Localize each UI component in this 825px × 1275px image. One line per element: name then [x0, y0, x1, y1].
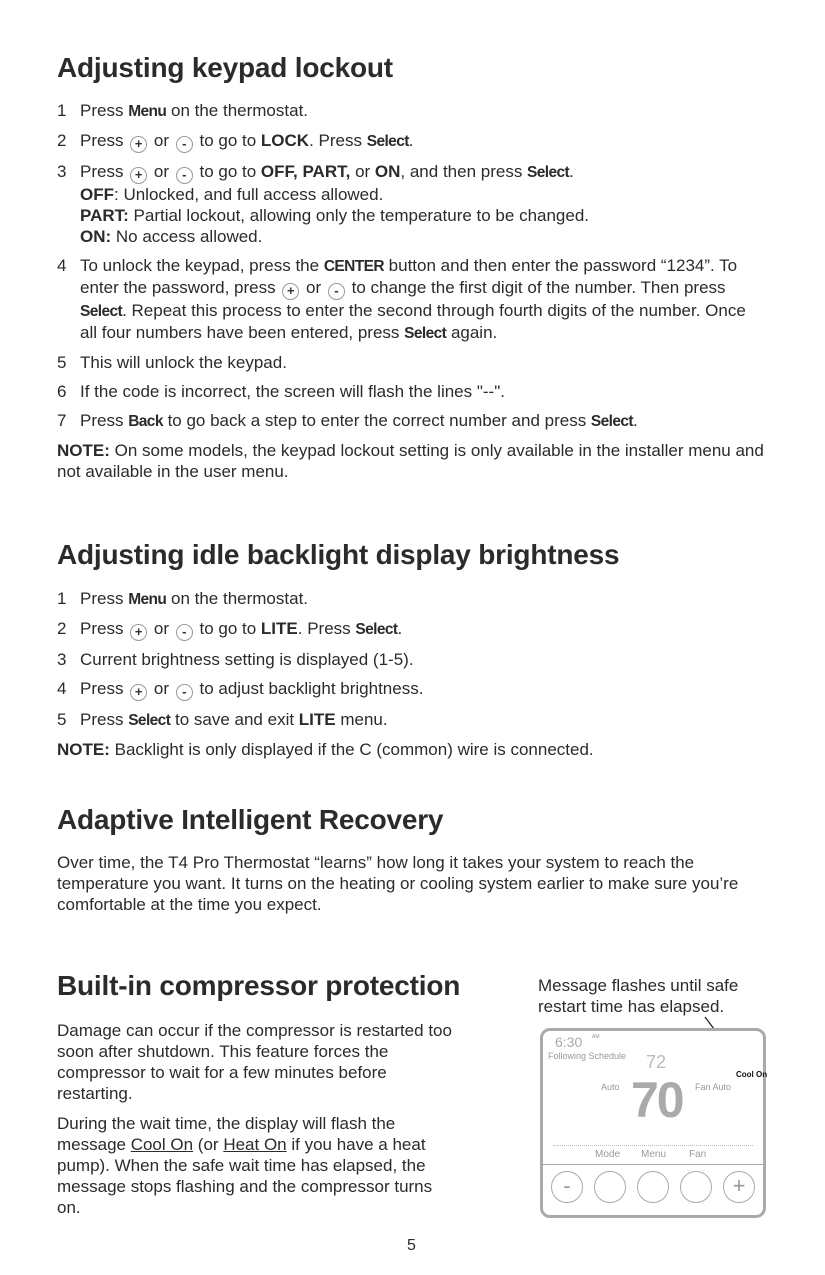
text: if you have a heat pump). When the safe wait time has elapsed, the message stops flashing and the compressor turns on.: [57, 1135, 433, 1217]
soft-button-2[interactable]: [637, 1171, 669, 1203]
text: to go back a step to enter the correct number and press: [162, 411, 591, 430]
plus-button-icon: +: [282, 283, 299, 300]
softkey-menu: Menu: [641, 1149, 667, 1160]
key-name: Select: [527, 164, 570, 181]
key-name: CENTER: [323, 258, 384, 275]
step-line: [80, 588, 767, 610]
step-text: [80, 100, 767, 122]
text: Press: [80, 411, 129, 430]
step-line: [80, 255, 767, 344]
minus-button-icon: -: [176, 136, 193, 153]
bold-text: NOTE:: [57, 740, 110, 759]
step-text: [80, 678, 767, 701]
step-number: 1: [57, 101, 67, 120]
list-item: [57, 161, 767, 247]
status-cool-on: Cool On: [736, 1070, 768, 1079]
text: on the thermostat.: [166, 101, 309, 120]
dotted-divider: [553, 1145, 753, 1146]
page-number: 5: [407, 1237, 416, 1254]
step-number: 5: [57, 353, 67, 372]
button-row: [551, 1171, 755, 1203]
step-number: 7: [57, 411, 67, 430]
bold-text: OFF: [80, 185, 114, 204]
key-name: Select: [128, 712, 171, 729]
key-name: Back: [128, 413, 163, 430]
list-item: [57, 588, 767, 610]
plus-button-icon: +: [130, 624, 147, 641]
step-text: [80, 709, 767, 731]
step-line: [80, 352, 767, 373]
paragraph: [57, 440, 767, 482]
step-text: [80, 161, 767, 247]
step-line: [80, 130, 767, 153]
adaptive-recovery-body: [57, 852, 767, 924]
step-line: [80, 381, 767, 402]
step-number: 2: [57, 131, 67, 150]
minus-button-icon: -: [176, 167, 193, 184]
list-item: [57, 100, 767, 122]
setpoint: 72: [646, 1052, 667, 1072]
text: menu.: [335, 710, 388, 729]
step-number: 5: [57, 710, 67, 729]
step-text: [80, 588, 767, 610]
key-name: Select: [80, 303, 123, 320]
text: or: [350, 162, 375, 181]
list-item: [57, 130, 767, 153]
minus-button[interactable]: -: [551, 1171, 583, 1203]
list-item: [57, 381, 767, 402]
plus-button[interactable]: +: [723, 1171, 755, 1203]
step-text: [80, 255, 767, 344]
text: Press: [80, 162, 129, 181]
softkey-mode: Mode: [595, 1149, 621, 1160]
text: Press: [80, 101, 129, 120]
text: During the wait time, the display will flash the message: [57, 1114, 396, 1154]
step-line: [80, 678, 767, 701]
step-text: [80, 352, 767, 373]
key-name: Select: [366, 133, 409, 150]
heading-keypad-lockout: Adjusting keypad lockout: [57, 52, 393, 83]
text: . Press: [297, 619, 356, 638]
text: Press: [80, 710, 129, 729]
step-text: [80, 130, 767, 153]
step-line: [80, 410, 767, 432]
step-line: [80, 184, 767, 205]
list-item: [57, 255, 767, 344]
mode-label: Auto: [601, 1082, 620, 1092]
text: This will unlock the keypad.: [80, 353, 287, 372]
bold-text: LOCK: [260, 131, 310, 150]
step-text: [80, 410, 767, 432]
step-text: [80, 618, 767, 641]
text: On some models, the keypad lockout setting is only available in the installer menu and not available in the user menu.: [57, 441, 764, 481]
paragraph: [57, 1020, 452, 1104]
step-text: [80, 381, 767, 402]
thermostat-illustration: [540, 1028, 766, 1218]
list-item: [57, 410, 767, 432]
text: on the thermostat.: [166, 589, 309, 608]
text: to change the first digit of the number. Then press: [346, 278, 726, 297]
minus-button-icon: -: [176, 684, 193, 701]
soft-button-3[interactable]: [680, 1171, 712, 1203]
text: Partial lockout, allowing only the temperature to be changed.: [128, 206, 590, 225]
step-line: [80, 649, 767, 670]
step-number: 6: [57, 382, 67, 401]
heading-adaptive-recovery: Adaptive Intelligent Recovery: [57, 804, 444, 835]
key-name: Menu: [128, 103, 167, 120]
underlined-text: Cool On: [130, 1135, 194, 1154]
text: Press: [80, 589, 129, 608]
backlight-body: [57, 588, 767, 769]
text: : Unlocked, and full access allowed.: [114, 185, 384, 204]
text: . Press: [309, 131, 367, 150]
figure-caption: Message flashes until safe restart time has elapsed.: [538, 976, 739, 1016]
step-line: [80, 205, 767, 226]
key-name: Select: [355, 621, 398, 638]
step-line: [80, 161, 767, 184]
step-line: [80, 100, 767, 122]
key-name: Select: [590, 413, 633, 430]
temperature: 70: [631, 1072, 683, 1128]
list-item: [57, 649, 767, 670]
schedule-label: Following Schedule: [548, 1051, 627, 1061]
text: No access allowed.: [111, 227, 263, 246]
text: .: [397, 619, 403, 638]
step-text: [80, 649, 767, 670]
soft-button-1[interactable]: [594, 1171, 626, 1203]
key-name: Menu: [128, 591, 167, 608]
text: or: [149, 679, 174, 698]
text: Over time, the T4 Pro Thermostat “learns” how long it takes your system to reach the temperature you want. It turns on the heating or cooling system earlier to make sure you’re comfortable at the time you expect.: [57, 853, 739, 914]
text: Backlight is only displayed if the C (common) wire is connected.: [109, 740, 594, 759]
fan-label: Fan Auto: [695, 1082, 732, 1092]
text: button and then enter the password “1234”. To enter the password, press: [80, 256, 738, 297]
step-number: 3: [57, 162, 67, 181]
paragraph: [57, 739, 767, 760]
step-line: [80, 709, 767, 731]
text: to save and exit: [170, 710, 299, 729]
step-number: 4: [57, 256, 67, 275]
paragraph: [57, 852, 767, 915]
bold-text: LITE: [260, 619, 298, 638]
plus-button-icon: +: [130, 167, 147, 184]
key-name: Select: [404, 325, 447, 342]
list-item: [57, 352, 767, 373]
text: Current brightness setting is displayed (1-5).: [80, 650, 414, 669]
list-item: [57, 618, 767, 641]
minus-button-icon: -: [176, 624, 193, 641]
text: again.: [446, 323, 498, 342]
step-line: [80, 618, 767, 641]
paragraph: [57, 1113, 452, 1218]
text: to adjust backlight brightness.: [194, 679, 424, 698]
bold-text: PART:: [80, 206, 129, 225]
text: to go to: [194, 619, 261, 638]
text: , and then press: [400, 162, 528, 181]
softkey-fan: Fan: [689, 1149, 707, 1160]
compressor-protection-body: [57, 1020, 452, 1227]
bold-text: OFF, PART,: [260, 162, 351, 181]
text: or: [149, 619, 174, 638]
time-display: 6:30: [555, 1034, 583, 1050]
bold-text: ON:: [80, 227, 112, 246]
step-number: 1: [57, 589, 67, 608]
heading-compressor-protection: Built-in compressor protection: [57, 970, 461, 1001]
plus-button-icon: +: [130, 684, 147, 701]
bold-text: LITE: [298, 710, 336, 729]
text: (or: [193, 1135, 224, 1154]
button-divider: [543, 1164, 763, 1165]
text: .: [408, 131, 414, 150]
list-item: [57, 709, 767, 731]
text: to go to: [194, 131, 261, 150]
text: or: [301, 278, 326, 297]
text: or: [149, 162, 174, 181]
plus-button-icon: +: [130, 136, 147, 153]
minus-button-icon: -: [328, 283, 345, 300]
text: Press: [80, 619, 129, 638]
step-line: [80, 226, 767, 247]
step-number: 4: [57, 679, 67, 698]
keypad-lockout-body: [57, 100, 767, 491]
ampm: AM: [592, 1034, 600, 1040]
text: . Repeat this process to enter the second through fourth digits of the number. Once all four numbers have been entered, press: [80, 301, 746, 342]
text: If the code is incorrect, the screen will flash the lines "--".: [80, 382, 505, 401]
text: Damage can occur if the compressor is restarted too soon after shutdown. This feature forces the compressor to wait for a few minutes before restarting.: [57, 1021, 452, 1103]
text: Press: [80, 679, 129, 698]
text: Press: [80, 131, 129, 150]
step-number: 2: [57, 619, 67, 638]
bold-text: ON: [374, 162, 401, 181]
step-number: 3: [57, 650, 67, 669]
heading-backlight: Adjusting idle backlight display brightness: [57, 539, 620, 570]
text: or: [149, 131, 174, 150]
text: To unlock the keypad, press the: [80, 256, 324, 275]
underlined-text: Heat On: [223, 1135, 287, 1154]
text: .: [633, 411, 638, 430]
bold-text: NOTE:: [57, 441, 110, 460]
text: .: [569, 162, 574, 181]
text: to go to: [194, 162, 261, 181]
list-item: [57, 678, 767, 701]
